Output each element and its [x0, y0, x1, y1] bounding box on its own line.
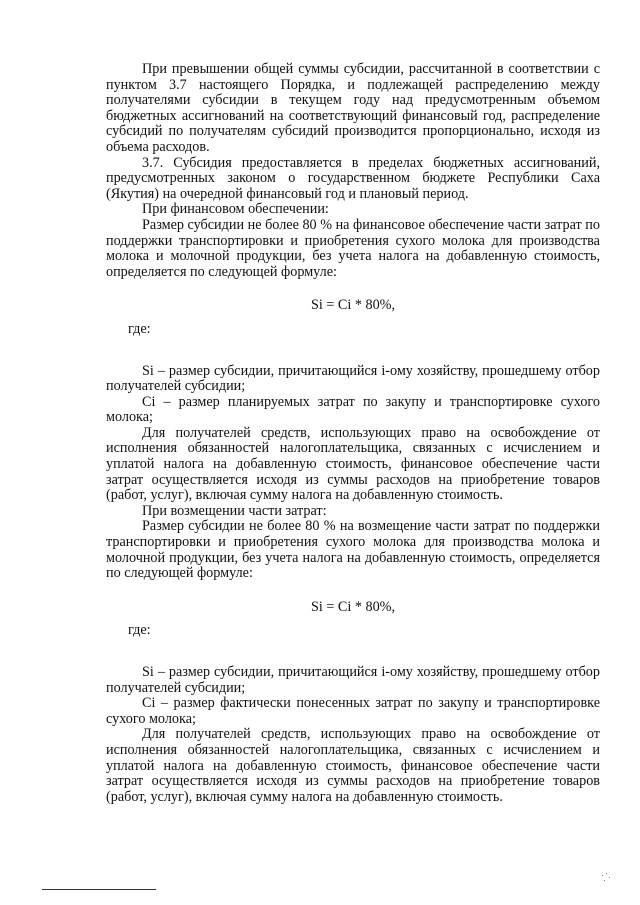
footer-rule-right: [104, 889, 156, 890]
paragraph-reimbursement-heading: При возмещении части затрат:: [142, 502, 327, 519]
paragraph-3-7: 3.7. Субсидия предоставляется в пределах бюджетных ассигнований, предусмотренных законом о государственном бюджете Республики Саха (Якутия) на очередной финансовый год и плановый период.: [106, 154, 600, 202]
paragraph-subsidy-size-reimbursement: Размер субсидии не более 80 % на возмещение части затрат по поддержки транспортировки и приобретения сухого молока для производства молока и молочной продукции, без учета налога на добавленную стоимость, определяется по следующей формуле:: [106, 518, 600, 582]
paragraph-ci-definition-1: Ci – размер планируемых затрат по закупу и транспортировке сухого молока;: [106, 393, 600, 426]
paragraph-financial-support-heading: При финансовом обеспечении:: [142, 201, 329, 218]
document-body: [106, 62, 600, 805]
paragraph-si-definition-1: Si – размер субсидии, причитающийся i-ому хозяйству, прошедшему отбор получателей субсидии;: [106, 362, 600, 395]
paragraph-vat-exemption-2: Для получателей средств, использующих право на освобождение от исполнения обязанностей налогоплательщика, связанных с исчислением и уплатой налога на добавленную стоимость, финансовое обеспечение части затрат осуществляется исходя из суммы расходов на приобретение товаров (работ, услуг), включая сумму налога на добавленную стоимость.: [106, 726, 600, 805]
scan-speck: [600, 872, 614, 884]
paragraph-vat-exemption-1: Для получателей средств, использующих право на освобождение от исполнения обязанностей налогоплательщика, связанных с исчислением и уплатой налога на добавленную стоимость, финансовое обеспечение части затрат осуществляется исходя из суммы расходов на приобретение товаров (работ, услуг), включая сумму налога на добавленную стоимость.: [106, 424, 600, 504]
paragraph-excess-subsidy: При превышении общей суммы субсидии, рассчитанной в соответствии с пунктом 3.7 настоящего Порядка, и подлежащей распределению между получателями субсидии в текущем году над предусмотренным объемом бюджетных ассигнований на соответствующий финансовый год, распределение субсидий по получателям субсидий производится пропорционально, исходя из объема расходов.: [106, 61, 600, 155]
formula-2: Si = Ci * 80%,: [310, 598, 396, 615]
formula-1: Si = Ci * 80%,: [310, 297, 396, 314]
paragraph-ci-definition-2: Ci – размер фактически понесенных затрат по закупу и транспортировке сухого молока;: [106, 695, 600, 727]
paragraph-si-definition-2: Si – размер субсидии, причитающийся i-ому хозяйству, прошедшему отбор получателей субсидии;: [106, 664, 600, 696]
paragraph-subsidy-size-support: Размер субсидии не более 80 % на финансовое обеспечение части затрат по поддержки транспортировки и приобретения сухого молока для производства молока и молочной продукции, без учета налога на добавленную стоимость, определяется по следующей формуле:: [106, 216, 600, 280]
where-label-1: где:: [128, 320, 151, 337]
footer-rule-left: [42, 889, 104, 890]
where-label-2: где:: [128, 622, 151, 639]
